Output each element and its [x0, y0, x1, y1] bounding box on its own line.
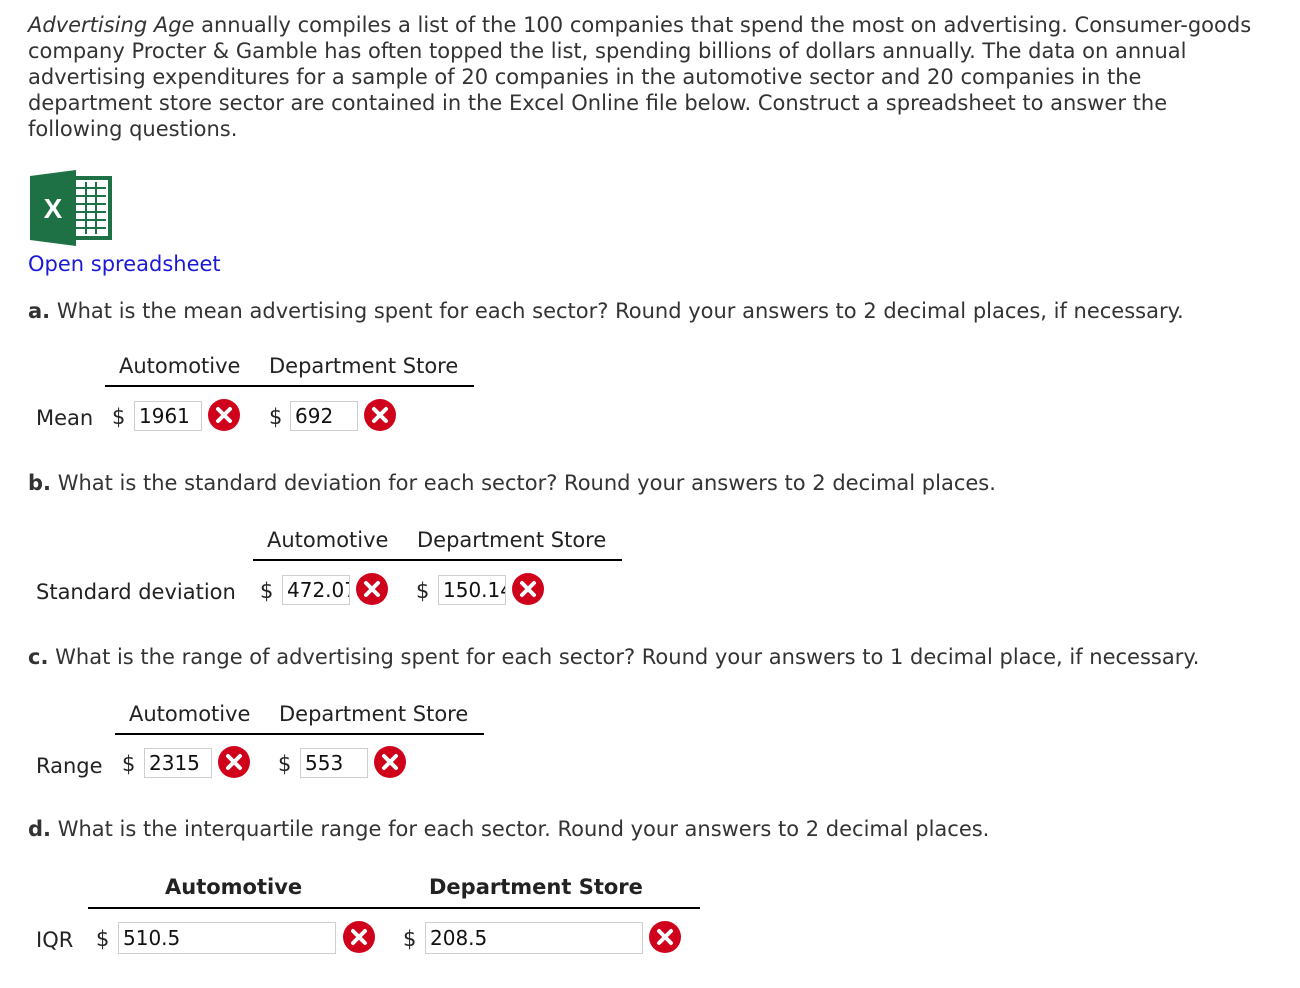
header-b-rule	[253, 559, 622, 561]
incorrect-icon	[217, 745, 251, 779]
incorrect-icon	[363, 398, 397, 432]
question-b-text: What is the standard deviation for each sector? Round your answers to 2 decimal places.	[57, 471, 996, 495]
intro-text: annually compiles a list of the 100 companies that spend the most on advertising. Consumer-goods company Procter & Gamble has often topped the list, spending billions of dollars annually. The data on annual advertising expenditures for a sample of 20 companies in the automotive sector and 20 companies in the department store sector are contained in the Excel Online file below. Construct a spreadsheet to answer the following questions.	[28, 13, 1252, 141]
publication-name: Advertising Age	[28, 13, 195, 37]
iqr-automotive-input[interactable]	[118, 922, 336, 954]
std-dev-automotive-input[interactable]	[282, 575, 350, 605]
question-a	[28, 299, 1184, 323]
problem-intro	[28, 12, 1268, 142]
header-d-department-store: Department Store	[429, 875, 643, 899]
header-c-rule	[115, 733, 484, 735]
incorrect-icon	[207, 398, 241, 432]
incorrect-icon	[511, 572, 545, 606]
header-c-automotive: Automotive	[129, 702, 251, 726]
dollar-sign: $	[122, 752, 136, 776]
header-a-automotive: Automotive	[119, 354, 241, 378]
question-d-letter: d.	[28, 817, 52, 841]
row-label-iqr: IQR	[36, 928, 74, 952]
row-label-mean: Mean	[36, 406, 94, 430]
header-b-automotive: Automotive	[267, 528, 389, 552]
question-c-letter: c.	[28, 645, 49, 669]
question-a-text: What is the mean advertising spent for each sector? Round your answers to 2 decimal places, if necessary.	[56, 299, 1184, 323]
dollar-sign: $	[269, 405, 283, 429]
question-a-letter: a.	[28, 299, 51, 323]
question-b-letter: b.	[28, 471, 52, 495]
header-b-department-store: Department Store	[417, 528, 607, 552]
question-d	[28, 817, 989, 841]
iqr-department-store-input[interactable]	[425, 922, 643, 954]
row-label-standard-deviation: Standard deviation	[36, 580, 236, 604]
open-spreadsheet-link[interactable]: Open spreadsheet	[28, 252, 221, 276]
dollar-sign: $	[112, 405, 126, 429]
header-c-department-store: Department Store	[279, 702, 469, 726]
range-department-store-input[interactable]	[300, 748, 368, 778]
dollar-sign: $	[278, 752, 292, 776]
dollar-sign: $	[260, 579, 274, 603]
question-c-text: What is the range of advertising spent for each sector? Round your answers to 1 decimal place, if necessary.	[55, 645, 1200, 669]
header-a-rule	[105, 385, 474, 387]
header-a-department-store: Department Store	[269, 354, 459, 378]
dollar-sign: $	[403, 927, 417, 951]
incorrect-icon	[373, 745, 407, 779]
range-automotive-input[interactable]	[144, 748, 212, 778]
header-d-rule	[88, 907, 700, 909]
std-dev-department-store-input[interactable]	[438, 575, 506, 605]
mean-automotive-input[interactable]	[134, 401, 202, 431]
incorrect-icon	[355, 572, 389, 606]
mean-department-store-input[interactable]	[290, 401, 358, 431]
question-c	[28, 645, 1199, 669]
dollar-sign: $	[416, 579, 430, 603]
question-d-text: What is the interquartile range for each sector. Round your answers to 2 decimal places.	[57, 817, 990, 841]
dollar-sign: $	[96, 927, 110, 951]
row-label-range: Range	[36, 754, 103, 778]
excel-icon-letter: X	[43, 193, 63, 224]
excel-icon[interactable]	[28, 170, 112, 246]
incorrect-icon	[648, 920, 682, 954]
header-d-automotive: Automotive	[165, 875, 303, 899]
incorrect-icon	[342, 920, 376, 954]
question-b	[28, 471, 996, 495]
